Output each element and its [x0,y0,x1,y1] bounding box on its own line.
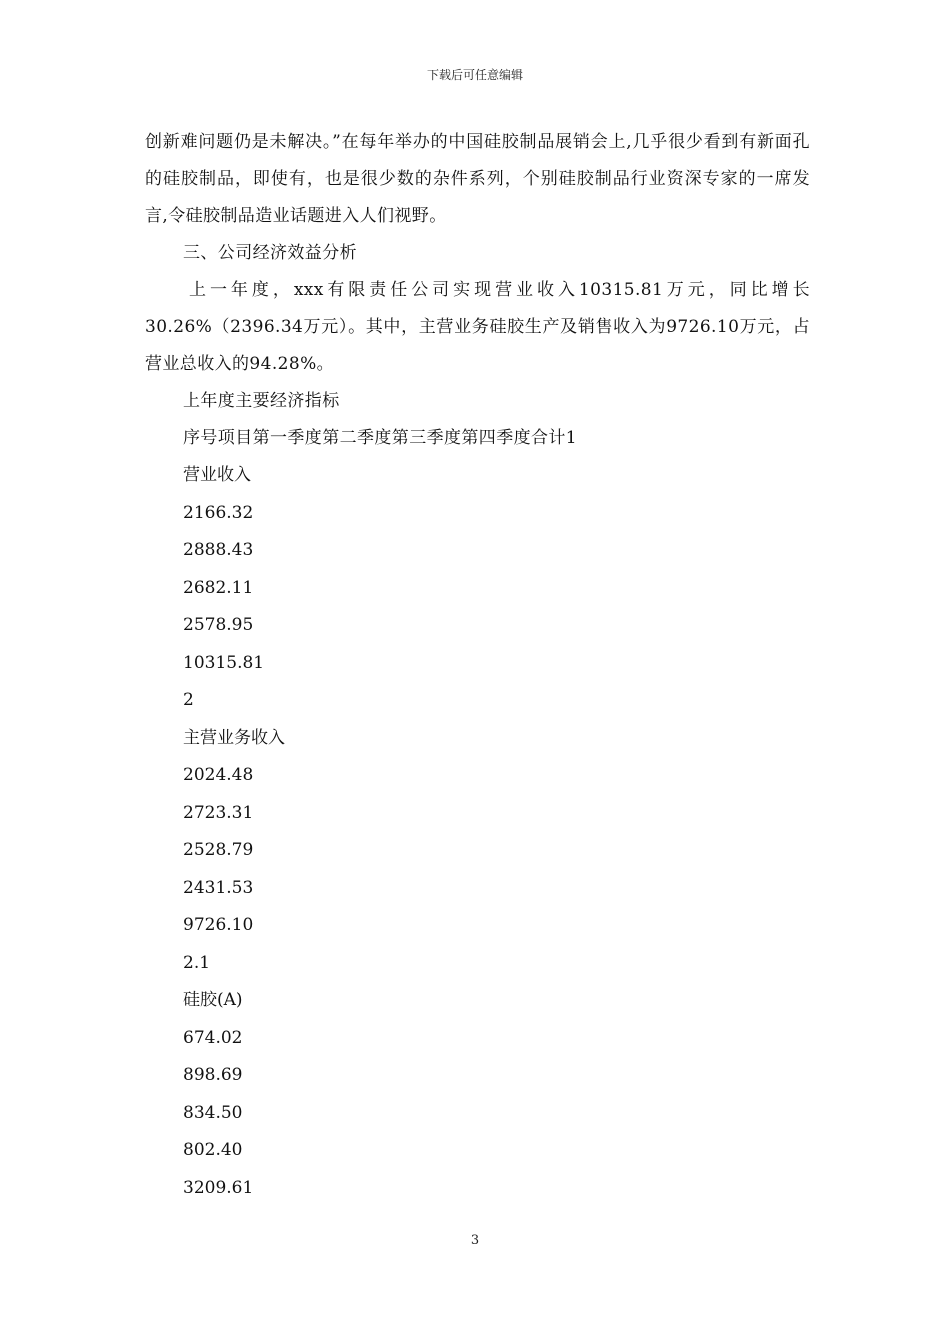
list-item: 3209.61 [183,1177,254,1198]
list-item: 2528.79 [183,840,254,860]
list-item: 2888.43 [183,540,254,560]
page-number: 3 [470,1233,480,1248]
list-item: 2723.31 [183,802,254,823]
indicator-list [145,457,810,1207]
list-item: 主营业务收入 [183,727,285,748]
list-item: 834.50 [183,1102,243,1123]
list-item: 802.40 [183,1140,243,1160]
paragraph-intro: 创新难问题仍是未解决。”在每年举办的中国硅胶制品展销会上,几乎很少看到有新面孔的硅胶制品，即使有，也是很少数的杂件系列，个别硅胶制品行业资深专家的一席发言,令硅胶制品造业话题进入人们视野。 [145,132,810,226]
section-title: 三、公司经济效益分析 [183,243,357,263]
list-item: 2682.11 [183,577,254,598]
table-header: 序号项目第一季度第二季度第三季度第四季度合计1 [183,428,578,448]
page-header: 下载后可任意编辑 [426,68,523,82]
list-item: 2166.32 [183,502,254,523]
list-item: 674.02 [183,1027,243,1048]
list-item: 2431.53 [183,877,254,898]
list-item: 2.1 [183,952,211,973]
list-item: 2 [183,690,194,710]
list-item: 2024.48 [183,765,254,785]
table-title: 上年度主要经济指标 [183,391,340,411]
paragraph-revenue: 上一年度，xxx有限责任公司实现营业收入10315.81万元，同比增长30.26%（2396.34万元）。其中，主营业务硅胶生产及销售收入为9726.10万元，占营业总收入的94.28%。 [145,280,810,374]
list-item: 10315.81 [183,652,265,673]
list-item: 营业收入 [183,465,251,485]
list-item: 2578.95 [183,615,254,635]
document-body [145,124,810,1207]
list-item: 9726.10 [183,915,254,935]
list-item: 898.69 [183,1065,243,1085]
list-item: 硅胶(A) [183,990,243,1010]
